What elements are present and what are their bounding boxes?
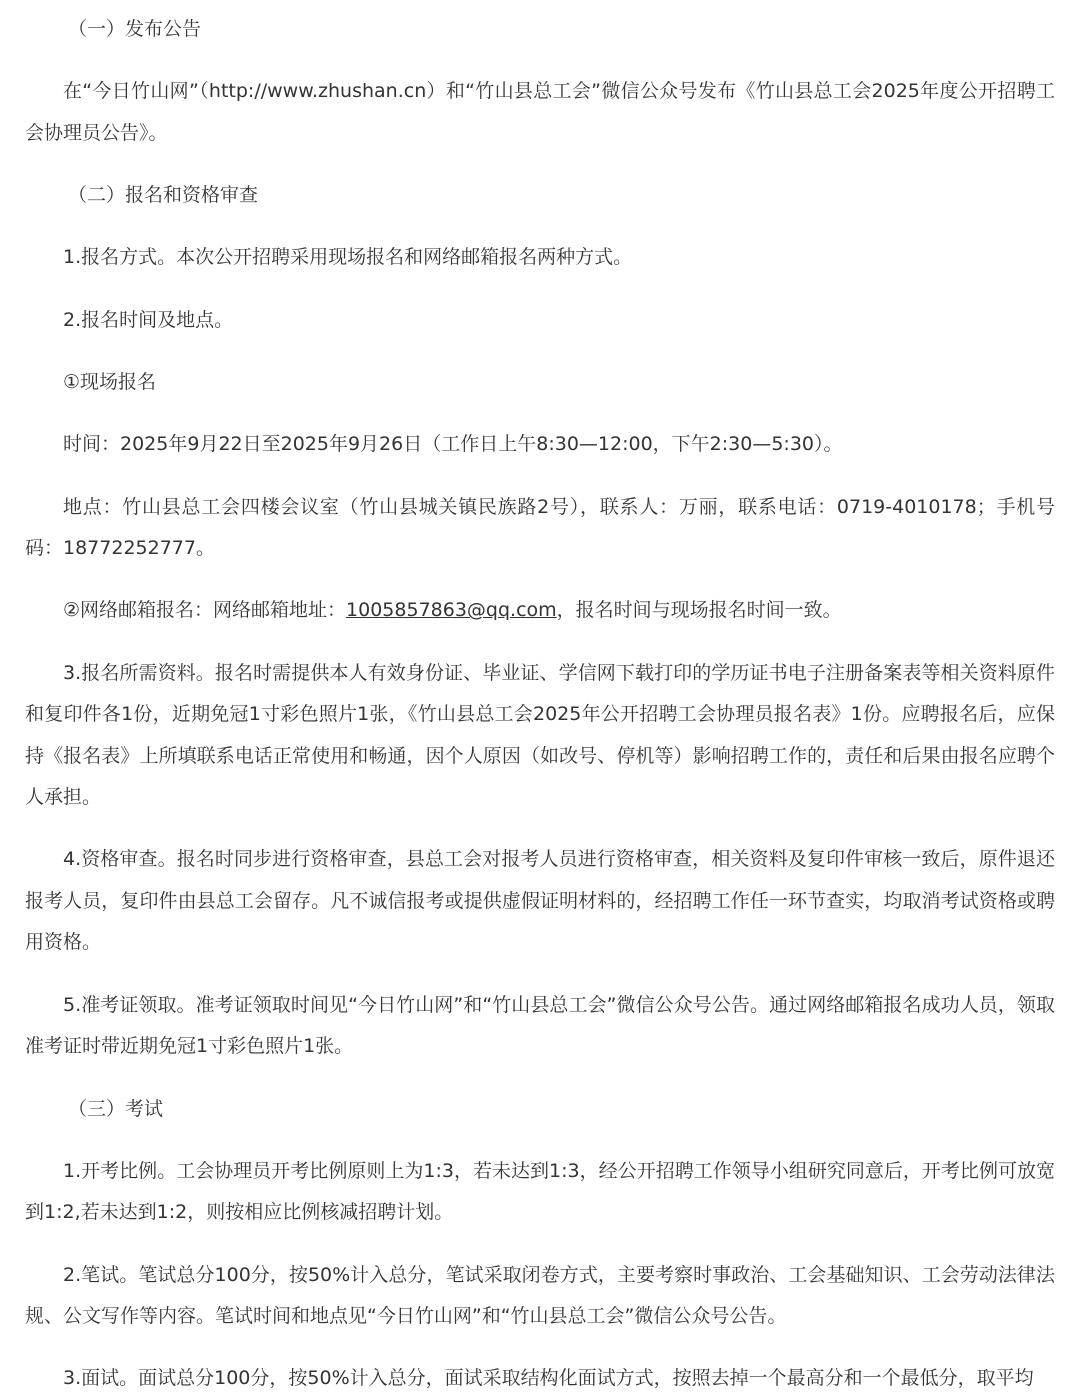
article-body xyxy=(25,0,1055,1400)
paragraph: 1.报名方式。本次公开招聘采用现场报名和网络邮箱报名两种方式。 xyxy=(63,246,633,269)
paragraph: 3.面试。面试总分100分，按50%计入总分，面试采取结构化面试方式，按照去掉一个最高分和一个最低分，取平均 xyxy=(63,1367,1034,1390)
section-heading: （三）考试 xyxy=(68,1097,164,1120)
paragraph: 在“今日竹山网”（http://www.zhushan.cn）和“竹山县总工会”微信公众号发布《竹山县总工会2025年度公开招聘工会协理员公告》。 xyxy=(25,80,1055,144)
email-label: ②网络邮箱报名：网络邮箱地址： xyxy=(63,599,347,622)
paragraph: ①现场报名 xyxy=(63,370,157,393)
email-link[interactable]: 1005857863@qq.com xyxy=(346,599,557,622)
section-heading: （一）发布公告 xyxy=(68,18,202,40)
paragraph: 5.准考证领取。准考证领取时间见“今日竹山网”和“竹山县总工会”微信公众号公告。通过网络邮箱报名成功人员，领取准考证时带近期免冠1寸彩色照片1张。 xyxy=(25,993,1055,1058)
paragraph-email xyxy=(25,590,1055,632)
paragraph: 4.资格审查。报名时同步进行资格审查，县总工会对报考人员进行资格审查，相关资料及复印件审核一致后，原件退还报考人员，复印件由县总工会留存。凡不诚信报考或提供虚假证明材料的，经招聘工作任一环节查实，均取消考试资格或聘用资格。 xyxy=(25,848,1055,954)
paragraph: 地点：竹山县总工会四楼会议室（竹山县城关镇民族路2号），联系人：万丽，联系电话：0719-4010178；手机号码：18772252777。 xyxy=(25,495,1055,560)
paragraph: 2.报名时间及地点。 xyxy=(63,308,234,331)
paragraph: 3.报名所需资料。报名时需提供本人有效身份证、毕业证、学信网下载打印的学历证书电子注册备案表等相关资料原件和复印件各1份，近期免冠1寸彩色照片1张，《竹山县总工会2025年公开招聘工会协理员报名表》1份。应聘报名后，应保持《报名表》上所填联系电话正常使用和畅通，因个人原因（如改号、停机等）影响招聘工作的，责任和后果由报名应聘个人承担。 xyxy=(25,661,1055,809)
paragraph: 时间：2025年9月22日至2025年9月26日（工作日上午8:30—12:00，下午2:30—5:30）。 xyxy=(63,433,843,456)
email-note: ，报名时间与现场报名时间一致。 xyxy=(556,599,842,622)
paragraph: 1.开考比例。工会协理员开考比例原则上为1:3，若未达到1:3，经公开招聘工作领导小组研究同意后，开考比例可放宽到1:2,若未达到1:2，则按相应比例核减招聘计划。 xyxy=(25,1159,1055,1224)
paragraph: 2.笔试。笔试总分100分，按50%计入总分，笔试采取闭卷方式，主要考察时事政治、工会基础知识、工会劳动法律法规、公文写作等内容。笔试时间和地点见“今日竹山网”和“竹山县总工会”微信公众号公告。 xyxy=(25,1263,1055,1328)
section-heading: （二）报名和资格审查 xyxy=(68,184,259,207)
